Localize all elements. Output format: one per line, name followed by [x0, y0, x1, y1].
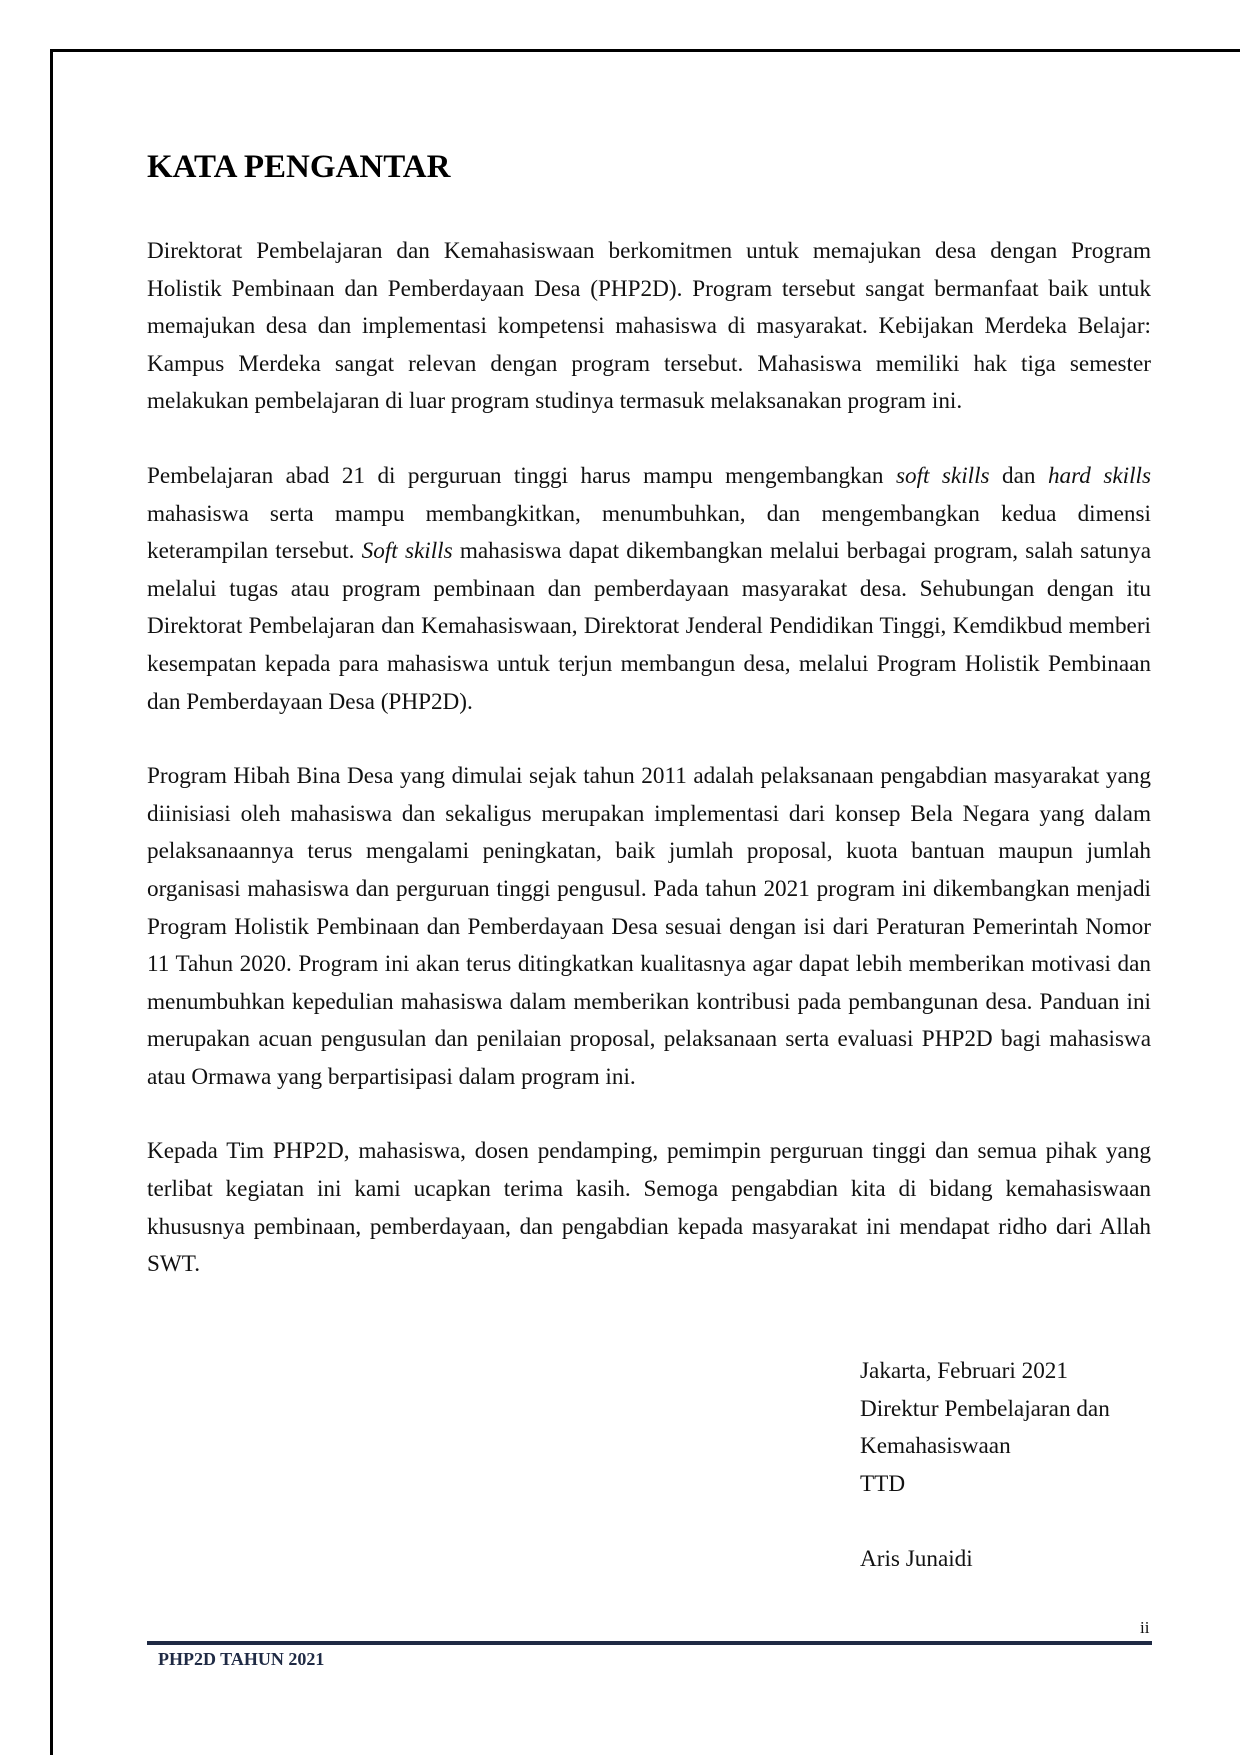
signature-name: Aris Junaidi	[860, 1545, 973, 1572]
emphasis-soft-skills: soft skills	[895, 462, 990, 489]
footer-label: PHP2D TAHUN 2021	[158, 1649, 325, 1669]
paragraph-text: Pembelajaran abad 21 di perguruan tinggi harus mampu mengembangkan	[147, 462, 896, 489]
page-number: ii	[1140, 1618, 1150, 1637]
page-frame-left-border	[50, 49, 53, 1755]
paragraph-2	[147, 458, 1151, 721]
paragraph-text: Direktorat Pembelajaran dan Kemahasiswaan berkomitmen untuk memajukan desa dengan Program Holistik Pembinaan dan Pemberdayaan Desa (PHP2D). Program tersebut sangat bermanfaat baik untuk memajukan desa dan implementasi kompetensi mahasiswa di masyarakat. Kebijakan Merdeka Belajar: Kampus Merdeka sangat relevan dengan program tersebut. Mahasiswa memiliki hak tiga semester melakukan pembelajaran di luar program studinya termasuk melaksanakan program ini.	[147, 238, 1151, 415]
emphasis-hard-skills: hard skills	[1047, 462, 1151, 489]
emphasis-soft-skills-2: Soft skills	[361, 538, 453, 565]
page-frame-top-border	[50, 49, 1240, 52]
signature-position-line-2: Kemahasiswaan	[860, 1433, 1011, 1459]
paragraph-text: Kepada Tim PHP2D, mahasiswa, dosen pendamping, pemimpin perguruan tinggi dan semua pihak yang terlibat kegiatan ini kami ucapkan terima kasih. Semoga pengabdian kita di bidang kemahasiswaan khususnya pembinaan, pemberdayaan, dan pengabdian kepada masyarakat ini mendapat ridho dari Allah SWT.	[147, 1138, 1151, 1278]
paragraph-text: mahasiswa serta mampu membangkitkan, menumbuhkan, dan mengembangkan kedua dimensi keterampilan tersebut.	[147, 500, 1151, 565]
signature-block	[860, 1353, 1110, 1578]
paragraph-text: Program Hibah Bina Desa yang dimulai sejak tahun 2011 adalah pelaksanaan pengabdian masyarakat yang diinisiasi oleh mahasiswa dan sekaligus merupakan implementasi dari konsep Bela Negara yang dalam pelaksanaannya terus mengalami peningkatan, baik jumlah proposal, kuota bantuan maupun jumlah organisasi mahasiswa dan perguruan tinggi pengusul. Pada tahun 2021 program ini dikembangkan menjadi Program Holistik Pembinaan dan Pemberdayaan Desa sesuai dengan isi dari Peraturan Pemerintah Nomor 11 Tahun 2020. Program ini akan terus ditingkatkan kualitasnya agar dapat lebih memberikan motivasi dan menumbuhkan kepedulian mahasiswa dalam memberikan kontribusi pada pembangunan desa. Panduan ini merupakan acuan pengusulan dan penilaian proposal, pelaksanaan serta evaluasi PHP2D bagi mahasiswa atau Ormawa yang berpartisipasi dalam program ini.	[147, 763, 1151, 1090]
signature-ttd: TTD	[860, 1470, 906, 1497]
signature-place-date: Jakarta, Februari 2021	[860, 1358, 1068, 1384]
signature-spacer	[860, 1503, 1110, 1541]
page-title: KATA PENGANTAR	[147, 149, 451, 185]
paragraph-text: dan	[989, 462, 1048, 489]
paragraph-text: mahasiswa dapat dikembangkan melalui berbagai program, salah satunya melalui tugas atau program pembinaan dan pemberdayaan masyarakat desa. Sehubungan dengan itu Direktorat Pembelajaran dan Kemahasiswaan, Direktorat Jenderal Pendidikan Tinggi, Kemdikbud memberi kesempatan kepada para mahasiswa untuk terjun membangun desa, melalui Program Holistik Pembinaan dan Pemberdayaan Desa (PHP2D).	[147, 538, 1151, 715]
paragraph-1	[147, 233, 1151, 421]
signature-position-line-1: Direktur Pembelajaran dan	[860, 1395, 1110, 1422]
footer-divider	[147, 1641, 1152, 1645]
paragraph-4	[147, 1133, 1151, 1283]
paragraph-3	[147, 758, 1151, 1096]
document-body	[147, 145, 1151, 1321]
